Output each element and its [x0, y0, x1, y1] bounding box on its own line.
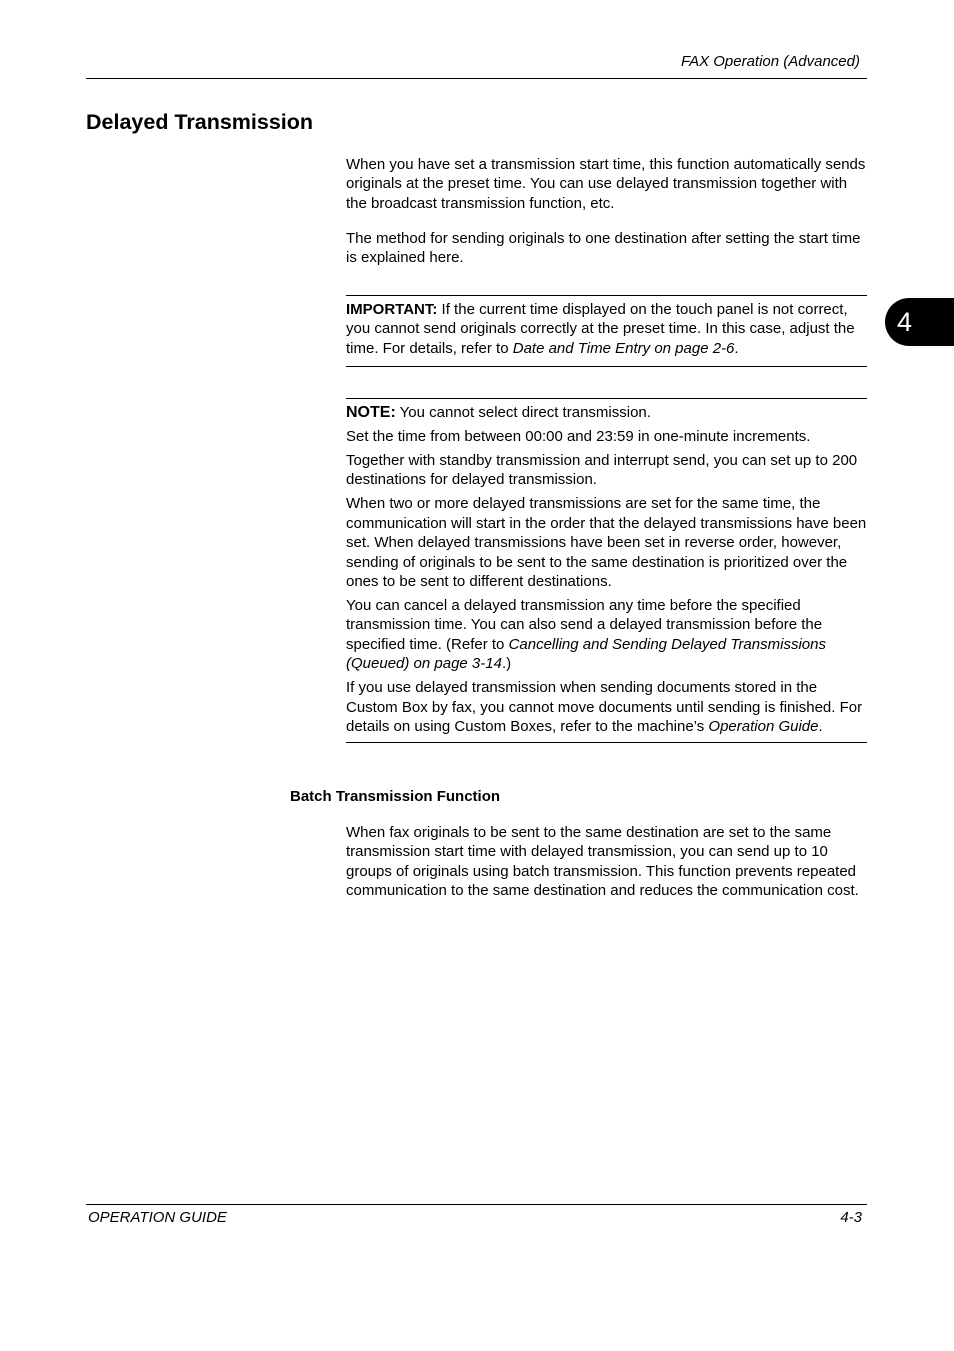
important-paragraph: [346, 300, 867, 358]
note-item-time-range: Set the time from between 00:00 and 23:59 in one-minute increments.: [346, 428, 811, 445]
note-item-custom-box: [346, 678, 867, 736]
intro-paragraph-1: [346, 155, 867, 213]
important-text-end: .: [734, 339, 739, 357]
batch-paragraph: [346, 823, 867, 901]
note-first-text: You cannot select direct transmission.: [395, 404, 651, 421]
note-custom-box-text: If you use delayed transmission when sending documents stored in the Custom Box by fax, you cannot move documents until sending is finished. For details on using Custom Boxes, refer to the machine’s: [346, 679, 863, 736]
important-text: If the current time displayed on the touch panel is not correct, you cannot send originals correctly at the preset time. In this case, adjust the time. For details, refer to: [346, 301, 855, 357]
section-title: Delayed Transmission: [86, 110, 314, 134]
note-cancel-text-end: .): [501, 655, 512, 673]
note-box: [346, 398, 867, 743]
note-item-order: When two or more delayed transmissions are set for the same time, the communication will start in the order that the delayed transmissions have been set. When delayed transmissions have been set in reverse order, however, sending of originals to be sent to the same destination is prioritized over the ones to be sent to different destinations.: [346, 495, 867, 591]
important-reference: Date and Time Entry on page 2-6: [512, 339, 735, 357]
subsection-title: Batch Transmission Function: [290, 788, 501, 805]
footer-rule: [86, 1204, 867, 1205]
note-item-destinations: Together with standby transmission and interrupt send, you can set up to 200 destinations for delayed transmission.: [346, 452, 858, 489]
important-label: IMPORTANT:: [346, 301, 438, 318]
note-item-cancel: [346, 596, 867, 674]
note-custom-box-text-end: .: [818, 718, 823, 736]
footer-guide-title: OPERATION GUIDE: [88, 1209, 227, 1226]
chapter-tab: 4: [885, 298, 954, 346]
note-first: [346, 403, 867, 422]
note-custom-box-reference: Operation Guide: [708, 718, 819, 736]
note-label: NOTE:: [346, 404, 396, 421]
header-rule: [86, 78, 867, 79]
note-cancel-text: You can cancel a delayed transmission any time before the specified transmission time. You can also send a delayed transmission before the specified time. (Refer to: [346, 597, 823, 653]
note-cancel-reference: Cancelling and Sending Delayed Transmissions (Queued) on page 3-14: [346, 635, 826, 673]
intro-text-1: When you have set a transmission start time, this function automatically sends originals at the preset time. You can use delayed transmission together with the broadcast transmission function, etc.: [346, 156, 866, 212]
running-header: FAX Operation (Advanced): [681, 53, 860, 70]
intro-text-2: The method for sending originals to one destination after setting the start time is explained here.: [346, 230, 861, 267]
intro-paragraph-2: [346, 229, 867, 268]
important-box: [346, 295, 867, 367]
batch-text: When fax originals to be sent to the same destination are set to the same transmission start time with delayed transmission, you can send up to 10 groups of originals using batch transmission. This function prevents repeated communication to the same destination and reduces the communication cost.: [346, 824, 859, 900]
page-number: 4-3: [840, 1209, 862, 1226]
